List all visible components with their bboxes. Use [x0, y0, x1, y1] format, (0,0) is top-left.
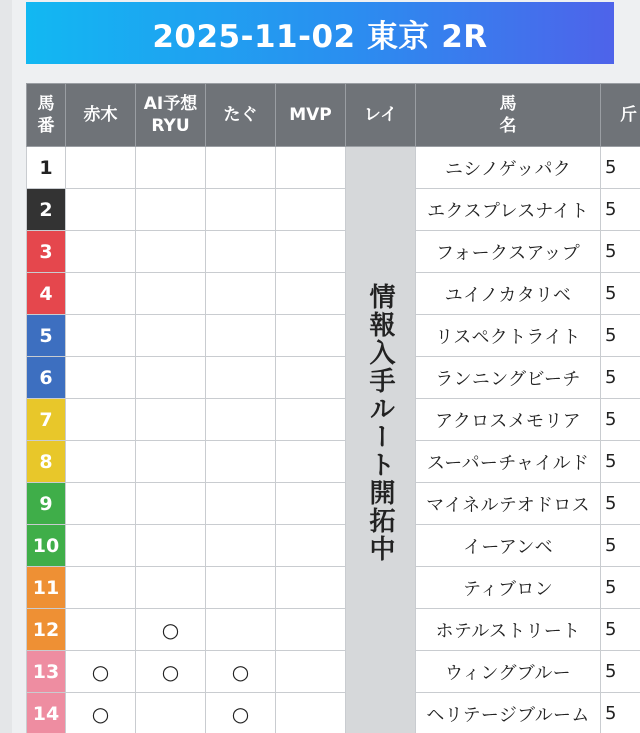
race-title: 2025-11-02 東京 2R: [152, 18, 488, 55]
ai-mark-cell: [136, 315, 206, 357]
mvp-mark-cell: [276, 567, 346, 609]
horse-number-cell: 10: [27, 525, 66, 567]
mvp-mark-cell: [276, 189, 346, 231]
col-header-ai: AI予想 RYU: [136, 84, 206, 147]
ai-mark-cell: ○: [136, 651, 206, 693]
horse-name-cell: イーアンベ: [416, 525, 601, 567]
akagi-mark-cell: [66, 357, 136, 399]
akagi-mark-cell: [66, 189, 136, 231]
race-title-banner: [26, 2, 614, 64]
horse-number-cell: 14: [27, 693, 66, 733]
horse-name-cell: ティブロン: [416, 567, 601, 609]
horse-name-cell: エクスプレスナイト: [416, 189, 601, 231]
horse-number-cell: 4: [27, 273, 66, 315]
horse-name-cell: フォークスアップ: [416, 231, 601, 273]
akagi-mark-cell: [66, 231, 136, 273]
col-header-rei: レイ: [346, 84, 416, 147]
akagi-mark-cell: [66, 525, 136, 567]
tagu-mark-cell: [206, 567, 276, 609]
ai-mark-cell: [136, 693, 206, 733]
extra-cell: 5: [601, 357, 640, 399]
horse-number-cell: 7: [27, 399, 66, 441]
rei-note: 情報入手ルート開拓中: [365, 283, 395, 563]
tagu-mark-cell: [206, 609, 276, 651]
extra-cell: 5: [601, 483, 640, 525]
col-header-tagu: たぐ: [206, 84, 276, 147]
horse-name-cell: ホテルストリート: [416, 609, 601, 651]
ai-mark-cell: [136, 147, 206, 189]
mvp-mark-cell: [276, 231, 346, 273]
ai-mark-cell: [136, 399, 206, 441]
col-header-mvp: MVP: [276, 84, 346, 147]
tagu-mark-cell: [206, 357, 276, 399]
table-header-row: [27, 84, 640, 147]
mvp-mark-cell: [276, 357, 346, 399]
akagi-mark-cell: [66, 315, 136, 357]
tagu-mark-cell: [206, 441, 276, 483]
mvp-mark-cell: [276, 609, 346, 651]
col-header-horse-name: 馬 名: [416, 84, 601, 147]
extra-cell: 5: [601, 189, 640, 231]
col-header-akagi: 赤木: [66, 84, 136, 147]
col-header-extra: 斤: [601, 84, 640, 147]
horse-name-cell: マイネルテオドロス: [416, 483, 601, 525]
horse-name-cell: スーパーチャイルド: [416, 441, 601, 483]
ai-mark-cell: ○: [136, 609, 206, 651]
akagi-mark-cell: [66, 567, 136, 609]
ai-mark-cell: [136, 273, 206, 315]
extra-cell: 5: [601, 693, 640, 733]
extra-cell: 5: [601, 567, 640, 609]
tagu-mark-cell: [206, 315, 276, 357]
ai-mark-cell: [136, 525, 206, 567]
table-row: [27, 651, 640, 693]
mvp-mark-cell: [276, 399, 346, 441]
prediction-table-wrap[interactable]: [26, 83, 640, 733]
akagi-mark-cell: [66, 147, 136, 189]
horse-number-cell: 2: [27, 189, 66, 231]
akagi-mark-cell: [66, 399, 136, 441]
akagi-mark-cell: ○: [66, 651, 136, 693]
table-row: [27, 609, 640, 651]
tagu-mark-cell: [206, 525, 276, 567]
table-body: [27, 147, 640, 733]
tagu-mark-cell: [206, 399, 276, 441]
extra-cell: 5: [601, 315, 640, 357]
extra-cell: 5: [601, 399, 640, 441]
rei-column-cell: [346, 147, 416, 733]
table-row: [27, 693, 640, 733]
mvp-mark-cell: [276, 273, 346, 315]
horse-number-cell: 5: [27, 315, 66, 357]
extra-cell: 5: [601, 609, 640, 651]
table-row: [27, 357, 640, 399]
tagu-mark-cell: ○: [206, 693, 276, 733]
akagi-mark-cell: ○: [66, 693, 136, 733]
tagu-mark-cell: [206, 189, 276, 231]
table-row: [27, 273, 640, 315]
tagu-mark-cell: [206, 273, 276, 315]
extra-cell: 5: [601, 525, 640, 567]
table-row: [27, 567, 640, 609]
horse-number-cell: 8: [27, 441, 66, 483]
akagi-mark-cell: [66, 609, 136, 651]
col-header-umaban: 馬 番: [27, 84, 66, 147]
mvp-mark-cell: [276, 651, 346, 693]
akagi-mark-cell: [66, 483, 136, 525]
tagu-mark-cell: [206, 147, 276, 189]
extra-cell: 5: [601, 231, 640, 273]
ai-mark-cell: [136, 483, 206, 525]
extra-cell: 5: [601, 147, 640, 189]
side-strip: [0, 0, 12, 733]
extra-cell: 5: [601, 273, 640, 315]
horse-number-cell: 1: [27, 147, 66, 189]
prediction-table: [26, 83, 640, 733]
horse-name-cell: アクロスメモリア: [416, 399, 601, 441]
horse-name-cell: リスペクトライト: [416, 315, 601, 357]
horse-number-cell: 12: [27, 609, 66, 651]
table-row: [27, 231, 640, 273]
ai-mark-cell: [136, 357, 206, 399]
extra-cell: 5: [601, 441, 640, 483]
akagi-mark-cell: [66, 441, 136, 483]
akagi-mark-cell: [66, 273, 136, 315]
horse-name-cell: ヘリテージブルーム: [416, 693, 601, 733]
horse-name-cell: ランニングビーチ: [416, 357, 601, 399]
mvp-mark-cell: [276, 525, 346, 567]
mvp-mark-cell: [276, 483, 346, 525]
ai-mark-cell: [136, 567, 206, 609]
ai-mark-cell: [136, 189, 206, 231]
horse-number-cell: 11: [27, 567, 66, 609]
mvp-mark-cell: [276, 441, 346, 483]
table-row: [27, 189, 640, 231]
horse-number-cell: 9: [27, 483, 66, 525]
mvp-mark-cell: [276, 315, 346, 357]
tagu-mark-cell: ○: [206, 651, 276, 693]
horse-name-cell: ユイノカタリベ: [416, 273, 601, 315]
horse-number-cell: 6: [27, 357, 66, 399]
table-row: [27, 147, 640, 189]
table-row: [27, 525, 640, 567]
mvp-mark-cell: [276, 693, 346, 733]
horse-number-cell: 13: [27, 651, 66, 693]
tagu-mark-cell: [206, 231, 276, 273]
ai-mark-cell: [136, 441, 206, 483]
table-row: [27, 315, 640, 357]
horse-number-cell: 3: [27, 231, 66, 273]
extra-cell: 5: [601, 651, 640, 693]
tagu-mark-cell: [206, 483, 276, 525]
horse-name-cell: ニシノゲッパク: [416, 147, 601, 189]
mvp-mark-cell: [276, 147, 346, 189]
horse-name-cell: ウィングブルー: [416, 651, 601, 693]
table-row: [27, 441, 640, 483]
table-row: [27, 399, 640, 441]
table-row: [27, 483, 640, 525]
ai-mark-cell: [136, 231, 206, 273]
